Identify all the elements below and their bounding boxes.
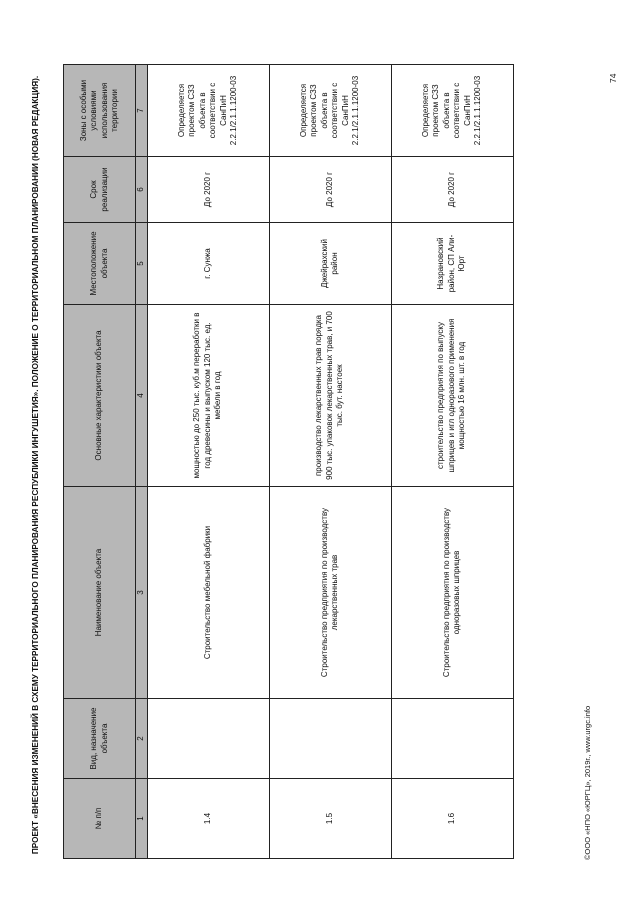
column-number: 1 <box>136 779 148 859</box>
column-number: 5 <box>136 223 148 305</box>
column-number: 7 <box>136 65 148 157</box>
cell-name: Строительство предприятия по производству одноразовых шприцев <box>391 487 513 699</box>
column-number-row <box>136 65 148 859</box>
document-title: ПРОЕКТ «ВНЕСЕНИЯ ИЗМЕНЕНИЙ В СХЕМУ ТЕРРИТОРИАЛЬНОГО ПЛАНИРОВАНИЯ РЕСПУБЛИКИ ИНГУШЕТИЯ». ПОЛОЖЕНИЕ О ТЕРРИТОРИАЛЬНОМ ПЛАНИРОВАНИИ (НОВАЯ РЕДАКЦИЯ). <box>31 75 40 855</box>
header-name: Наименование объекта <box>64 487 136 699</box>
cell-characteristics: мощностью до 250 тыс. куб.м переработки в год древесины и выпуском 120 тыс. ед. мебели в год <box>147 305 269 487</box>
page-number: 74 <box>608 73 618 83</box>
cell-zones: Определяется проектом СЗЗ объекта в соответствии с СанПиН 2.2.1/2.1.1.1200-03 <box>147 65 269 157</box>
table-header-row <box>64 65 136 859</box>
header-type: Вид, назначение объекта <box>64 699 136 779</box>
column-number: 4 <box>136 305 148 487</box>
cell-term: До 2020 г <box>391 157 513 223</box>
cell-type <box>391 699 513 779</box>
cell-name: Строительство предприятия по производству лекарственных трав <box>269 487 391 699</box>
cell-type <box>147 699 269 779</box>
column-number: 6 <box>136 157 148 223</box>
cell-location: Джейрахский район <box>269 223 391 305</box>
header-num: № п/п <box>64 779 136 859</box>
cell-zones: Определяется проектом СЗЗ объекта в соответствии с СанПиН 2.2.1/2.1.1.1200-03 <box>391 65 513 157</box>
cell-term: До 2020 г <box>269 157 391 223</box>
cell-characteristics: производство лекарственных трав порядка 900 тыс. упаковок лекарственных трав, и 700 тыс. бут. настоек <box>269 305 391 487</box>
cell-characteristics: строительство предприятия по выпуску шприцев и игл одноразового применения мощностью 16 млн. шт. в год <box>391 305 513 487</box>
header-zones: Зоны с особыми условиями использования территории <box>64 65 136 157</box>
cell-num: 1.5 <box>269 779 391 859</box>
cell-type <box>269 699 391 779</box>
cell-term: До 2020 г <box>147 157 269 223</box>
cell-num: 1.6 <box>391 779 513 859</box>
footer-copyright: ©ООО «НПО «ЮРГЦ», 2019г., www.urgc.info <box>583 705 592 860</box>
header-location: Местоположение объекта <box>64 223 136 305</box>
table-row <box>269 65 391 859</box>
header-characteristics: Основные характеристики объекта <box>64 305 136 487</box>
cell-location: г. Сунжа <box>147 223 269 305</box>
header-term: Срок реализации <box>64 157 136 223</box>
cell-name: Строительство мебельной фабрики <box>147 487 269 699</box>
cell-num: 1.4 <box>147 779 269 859</box>
table-row <box>391 65 513 859</box>
cell-zones: Определяется проектом СЗЗ объекта в соответствии с СанПиН 2.2.1/2.1.1.1200-03 <box>269 65 391 157</box>
column-number: 3 <box>136 487 148 699</box>
table-row <box>147 65 269 859</box>
column-number: 2 <box>136 699 148 779</box>
objects-table <box>63 64 514 859</box>
cell-location: Назрановский район, СП Али-Юрт <box>391 223 513 305</box>
